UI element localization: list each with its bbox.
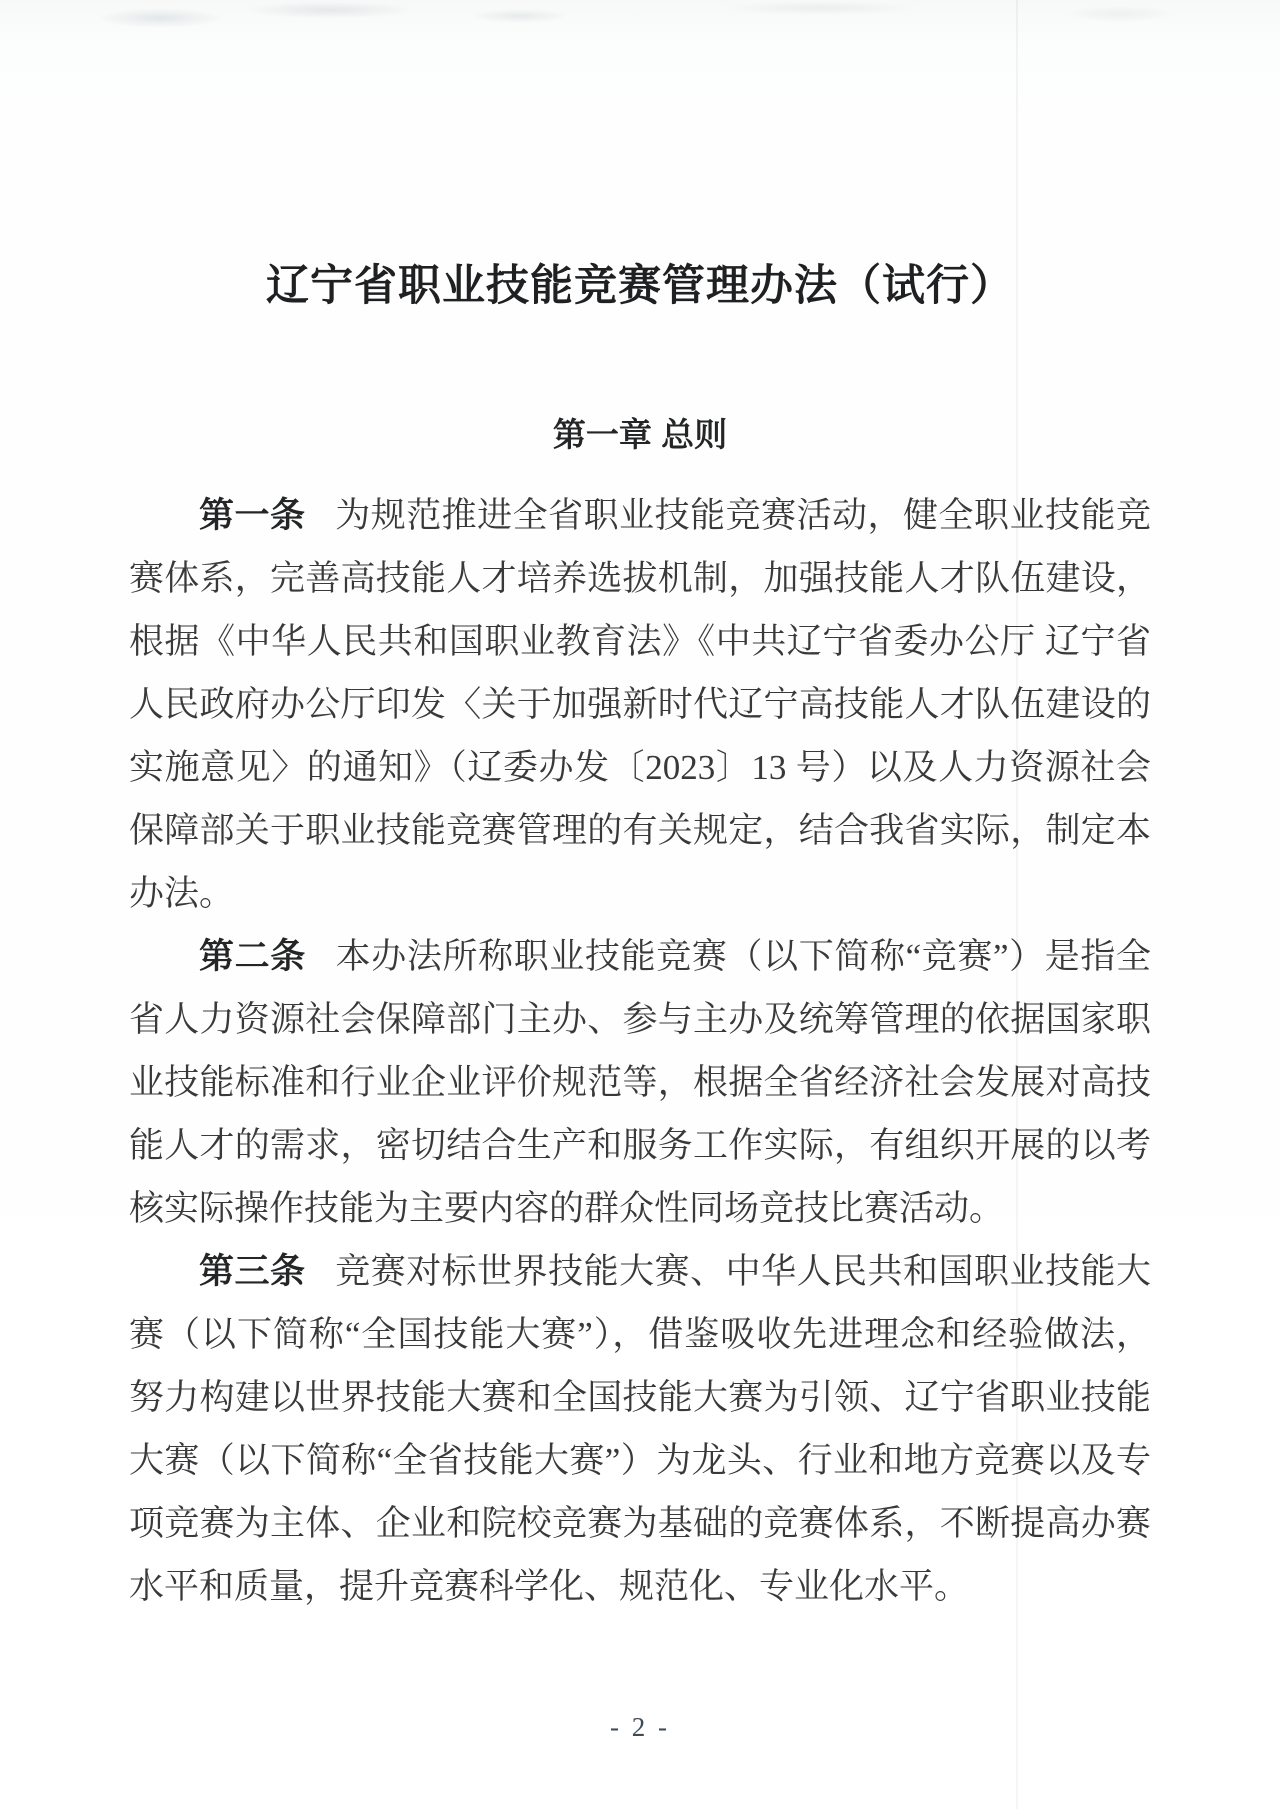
article-text: 竞赛对标世界技能大赛、中华人民共和国职业技能大赛（以下简称“全国技能大赛”），借鉴吸收先进理念和经验做法，努力构建以世界技能大赛和全国技能大赛为引领、辽宁省职业技能大赛（以下简称“全省技能大赛”）为龙头、行业和地方竞赛以及专项竞赛为主体、企业和院校竞赛为基础的竞赛体系，不断提高办赛水平和质量，提升竞赛科学化、规范化、专业化水平。: [129, 1252, 1151, 1606]
article-number: 第一条: [199, 496, 306, 535]
article-paragraph: [129, 484, 1151, 925]
article-paragraph: [129, 1240, 1151, 1618]
chapter-heading: 第一章 总则: [552, 416, 728, 453]
article-text: 本办法所称职业技能竞赛（以下简称“竞赛”）是指全省人力资源社会保障部门主办、参与主办及统筹管理的依据国家职业技能标准和行业企业评价规范等，根据全省经济社会发展对高技能人才的需求，密切结合生产和服务工作实际，有组织开展的以考核实际操作技能为主要内容的群众性同场竞技比赛活动。: [129, 937, 1151, 1228]
article-text: 为规范推进全省职业技能竞赛活动，健全职业技能竞赛体系，完善高技能人才培养选拔机制，加强技能人才队伍建设，根据《中华人民共和国职业教育法》《中共辽宁省委办公厅 辽宁省人民政府办公厅印发〈关于加强新时代辽宁高技能人才队伍建设的实施意见〉的通知》（辽委办发〔2023〕13 号）以及人力资源社会保障部关于职业技能竞赛管理的有关规定，结合我省实际，制定本办法。: [129, 496, 1151, 913]
article-number: 第二条: [199, 937, 306, 976]
page-number: - 2 -: [610, 1712, 670, 1742]
article-paragraph: [129, 925, 1151, 1240]
document-title: 辽宁省职业技能竞赛管理办法（试行）: [266, 262, 1014, 310]
article-number: 第三条: [199, 1252, 306, 1291]
document-body: [129, 484, 1151, 1618]
